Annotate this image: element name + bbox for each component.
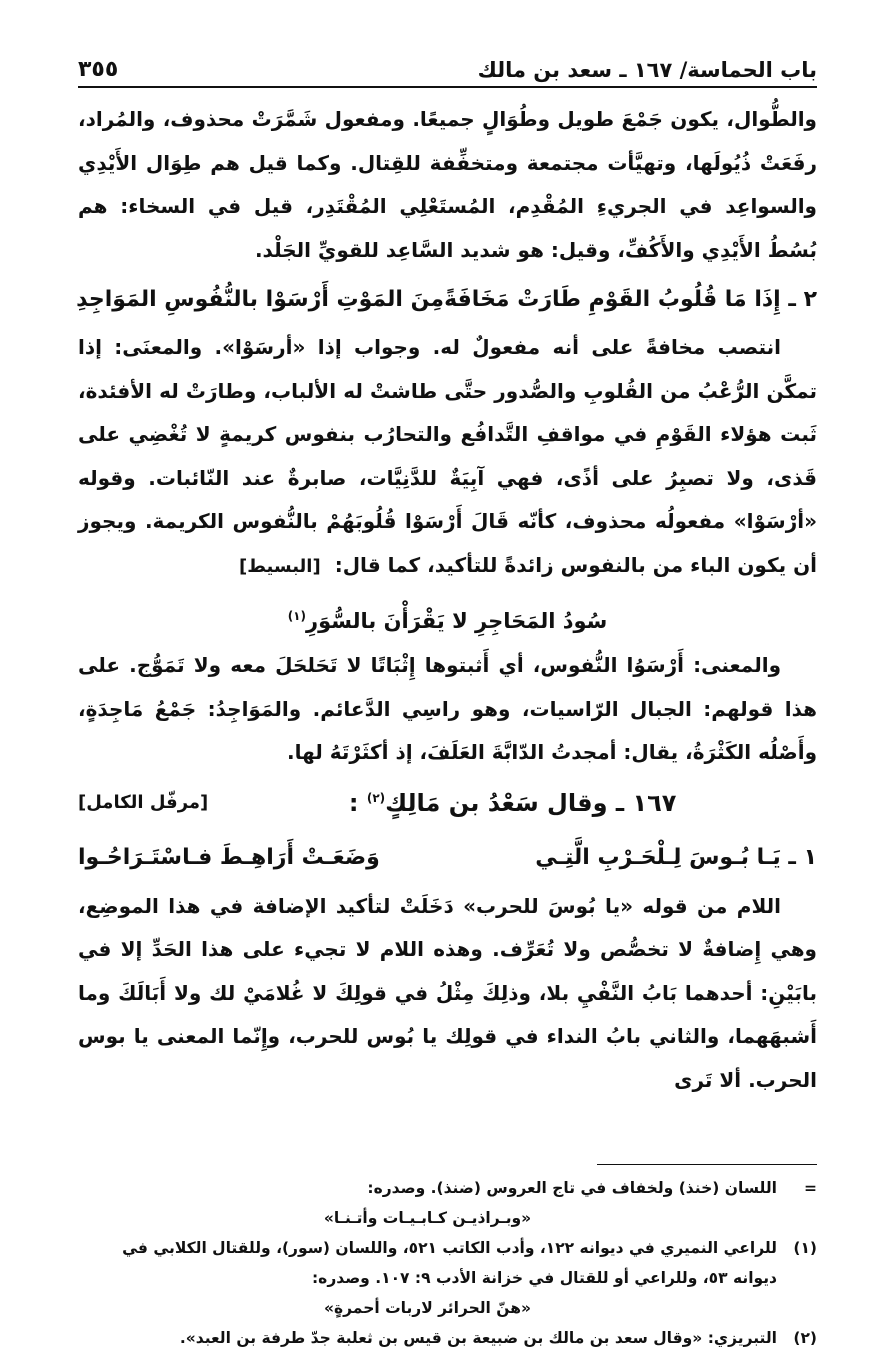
meter-tag-kamil: [مرفّل الكامل] (78, 792, 209, 813)
section-heading (78, 775, 817, 831)
section-title (208, 789, 817, 817)
commentary-paragraph-1: والطُّوال، يكون جَمْعَ طويل وطُوَالٍ جميعًا. ومفعول شَمَّرَتْ محذوف، والمُراد، رفَعَتْ ذُيُولَها، وتهيَّأت مجتمعة ومتخفِّفة للقِتال. وكما قيل هم طِوَال الأَيْدِي والسواعِد في الجريءِ المُقْدِم، المُستَعْلِي المُقْتَدِر، قيل في السخاء: هم بُسُطُ الأَيْدِي والأَكُفِّ، وقيل: هو شديد السَّاعِد للقويِّ الجَلْد. (78, 107, 817, 262)
verse-1 (78, 833, 817, 883)
verse-2-second-hemistich: مِنَ المَوْتِ أَرْسَوْا بالنُّفُوسِ المَوَاجِدِ (76, 286, 445, 312)
page-header (78, 40, 817, 88)
footnote-ref-1: (١) (287, 609, 306, 623)
verse-1-first-text: يَـا بُـوسَ لِـلْحَـرْبِ الَّتِـي (535, 845, 781, 870)
verse-2-number: ٢ ـ (788, 286, 817, 312)
verse-1-first-hemistich (535, 845, 817, 870)
verse-2-first-hemistich (444, 287, 817, 312)
footnote-continuation (78, 1173, 817, 1203)
verse-2-first-text: إِذَا مَا قُلُوبُ القَوْمِ طَارَتْ مَخَافَةً (444, 286, 781, 312)
footnote-1 (78, 1233, 817, 1293)
footnote-separator (597, 1164, 817, 1165)
footnote-1-quote: «هنّ الحرائر لاربات أحمرةٍ» (324, 1299, 531, 1317)
footnote-continuation-text: اللسان (خنذ) ولخفاف في تاج العروس (ضنذ). وصدره: (367, 1179, 777, 1197)
commentary-paragraph-3: والمعنى: أَرْسَوُا النُّفوس، أي أَثبتوها إِثْبَاتًا لا تَحَلحَلَ معه ولا تَمَوُّج. على هذا قولهم: الجبال الرّاسيات، وهو راسِي الدَّعائم. والمَوَاجِدُ: جَمْعُ مَاجِدَةٍ، وأَصْلُه الكَثْرَةُ، يقال: أمجدتُ الدّابَّةَ العَلَفَ، إذ أكثَرْتَهُ لها. (78, 653, 817, 764)
footnote-1-mark: (١) (793, 1239, 817, 1257)
footnote-continuation-mark: = (804, 1179, 817, 1197)
verse-1-number: ١ ـ (788, 845, 817, 870)
commentary-paragraph-2-text: انتصب مخافةً على أنه مفعولٌ له. وجواب إذا «أرسَوْا». والمعنَى: إذا تمكَّن الرُّعْبُ من القُلوبِ والصُّدور حتَّى طاشتْ له الألباب، وطارَتْ له الأفئدة، ثَبت هؤلاء القَوْمِ في مواقفِ التَّدافُع والتحارُب بنفوس كريمةٍ لا تُغْضِي على قَذى، ولا تصبِرُ على أذًى، فهي آبِيَةٌ للدَّنِيَّات، صابرةٌ عند النّائبات. وقوله «أرْسَوْا» مفعولُه محذوف، كأنّه قَالَ أَرْسَوْا قُلُوبَهُمْ بالنُّفوس الكريمة. ويجوز أن يكون الباء من بالنفوس زائدةً للتأكيد، كما قال: (78, 335, 817, 577)
commentary-paragraph-2 (78, 326, 817, 588)
page-number: ٣٥٥ (78, 57, 119, 82)
verse-1-second-hemistich: وَضَعَـتْ أَرَاهِـطَ فـاسْتَـرَاحُـوا (78, 845, 380, 870)
body-text (78, 98, 817, 1102)
quoted-half-verse-text: سُودُ المَحَاجِرِ لا يَقْرَأْنَ بالسُّوَرِ (305, 609, 608, 633)
footnote-2-text: التبريزي: «وقال سعد بن مالك بن ضبيعة بن قيس بن ثعلبة جدّ طرفة بن العبد». (179, 1329, 777, 1347)
footnotes (78, 1173, 817, 1353)
quoted-half-verse (78, 588, 817, 644)
running-title: باب الحماسة/ ١٦٧ ـ سعد بن مالك (477, 58, 817, 82)
verse-2 (78, 274, 817, 324)
footnote-ref-2: (٢) (366, 790, 386, 805)
meter-tag-basit: [البسيط] (239, 555, 321, 577)
footnote-continuation-quote: «وبـراذيـن كـابـيـات وأتـنـا» (323, 1209, 532, 1227)
footnote-1-text: للراعي النميري في ديوانه ١٢٢، وأدب الكاتب ٥٢١، واللسان (سور)، وللقتال الكلابي في ديوانه ٥٣، وللراعي أو للقتال في خزانة الأدب ٩: ١٠٧. وصدره: (122, 1239, 777, 1287)
commentary-paragraph-4: اللام من قوله «يا بُوسَ للحرب» دَخَلَتْ لتأكيد الإضافة في هذا الموضِع، وهي إِضافةٌ لا تخصُّص ولا تُعَرِّف. وهذه اللام لا تجيء على هذا الحَدِّ إلا في بابَيْنِ: أحدهما بَابُ النَّفْيِ بلا، وذلِكَ مِثْلُ في قولِكَ لا غُلامَيْ لك ولا أَبَالَكَ وما أَشبهَهما، والثاني بابُ النداء في قولِك يا بُوس للحرب، وإِنّما المعنى يا بوس الحرب. ألا تَرى (78, 893, 817, 1092)
section-title-colon: : (348, 788, 359, 817)
section-title-text: ١٦٧ ـ وقال سَعْدُ بن مَالِكٍ (385, 788, 677, 817)
footnote-2 (78, 1323, 817, 1353)
footnote-2-mark: (٢) (793, 1329, 817, 1347)
